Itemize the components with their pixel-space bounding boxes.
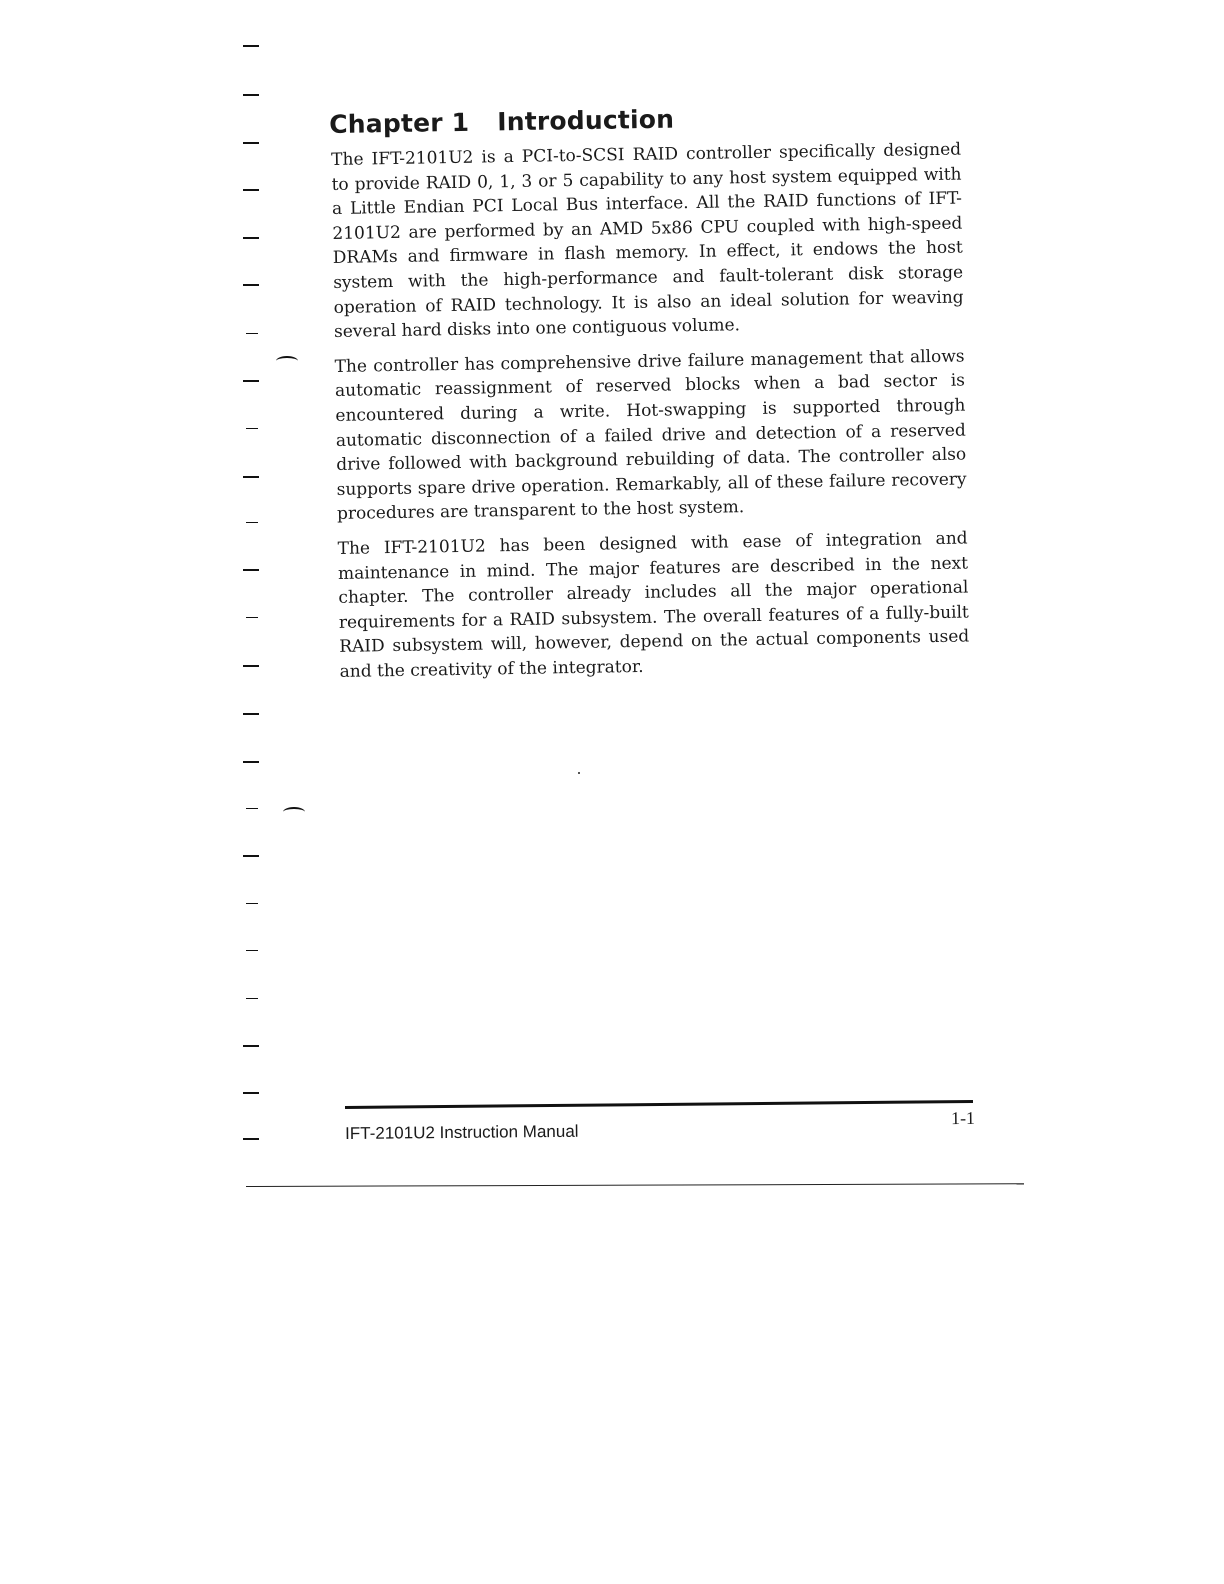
margin-tick	[243, 284, 259, 286]
scan-speck	[578, 772, 580, 774]
margin-curve	[276, 356, 298, 366]
chapter-title: Introduction	[496, 104, 675, 137]
margin-tick	[246, 333, 258, 334]
margin-tick	[246, 950, 258, 951]
chapter-body	[331, 138, 970, 695]
margin-tick	[243, 142, 259, 144]
margin-tick	[246, 808, 258, 809]
margin-tick	[243, 1138, 259, 1140]
chapter-heading	[329, 105, 674, 139]
page-edge-rule	[246, 1183, 1024, 1187]
margin-tick	[243, 761, 259, 763]
margin-tick	[243, 713, 259, 715]
footer-manual-title: IFT-2101U2 Instruction Manual	[345, 1121, 579, 1143]
margin-tick	[246, 903, 258, 904]
intro-paragraph: The IFT-2101U2 is a PCI-to-SCSI RAID controller specifically designed to provide RAID 0, 1, 3 or 5 capability to any host system equipped with a Little Endian PCI Local Bus interface. All the RAID functions of IFT-2101U2 are performed by an AMD 5x86 CPU coupled with high-speed DRAMs and firmware in flash memory. In effect, it endows the host system with the high-performance and fault-tolerant disk storage operation of RAID technology. It is also an ideal solution for weaving several hard disks into one contiguous volume.	[331, 139, 964, 343]
margin-tick	[243, 237, 259, 239]
margin-tick	[243, 189, 259, 191]
margin-tick	[243, 380, 259, 382]
margin-tick	[243, 476, 259, 478]
footer-page-number: 1-1	[950, 1107, 976, 1129]
integration-paragraph: The IFT-2101U2 has been designed with ease of integration and maintenance in mind. The major features are described in the next chapter. The controller already includes all the major operational requirements for a RAID subsystem. The overall features of a fully-built RAID subsystem will, however, depend on the actual components used and the creativity of the integrator.	[337, 528, 970, 682]
failure-management-paragraph: The controller has comprehensive drive failure management that allows automatic reassignment of reserved blocks when a bad sector is encountered during a write. Hot-swapping is supported through automatic disconnection of a failed drive and detection of a reserved drive followed with background rebuilding of data. The controller also supports spare drive operation. Remarkably, all of these failure recovery procedures are transparent to the host system.	[334, 346, 967, 525]
margin-tick	[246, 428, 258, 429]
margin-tick	[246, 617, 258, 618]
margin-tick	[243, 855, 259, 857]
margin-tick	[243, 1045, 259, 1047]
page-footer	[345, 1107, 976, 1143]
margin-tick	[246, 522, 258, 523]
chapter-number: Chapter 1	[329, 107, 470, 139]
margin-curve	[283, 807, 305, 817]
margin-tick	[243, 569, 259, 571]
margin-tick	[243, 94, 259, 96]
margin-tick	[246, 998, 258, 999]
margin-tick	[243, 1092, 259, 1094]
margin-tick	[243, 45, 259, 47]
margin-tick	[243, 665, 259, 667]
footer-rule	[345, 1100, 973, 1109]
